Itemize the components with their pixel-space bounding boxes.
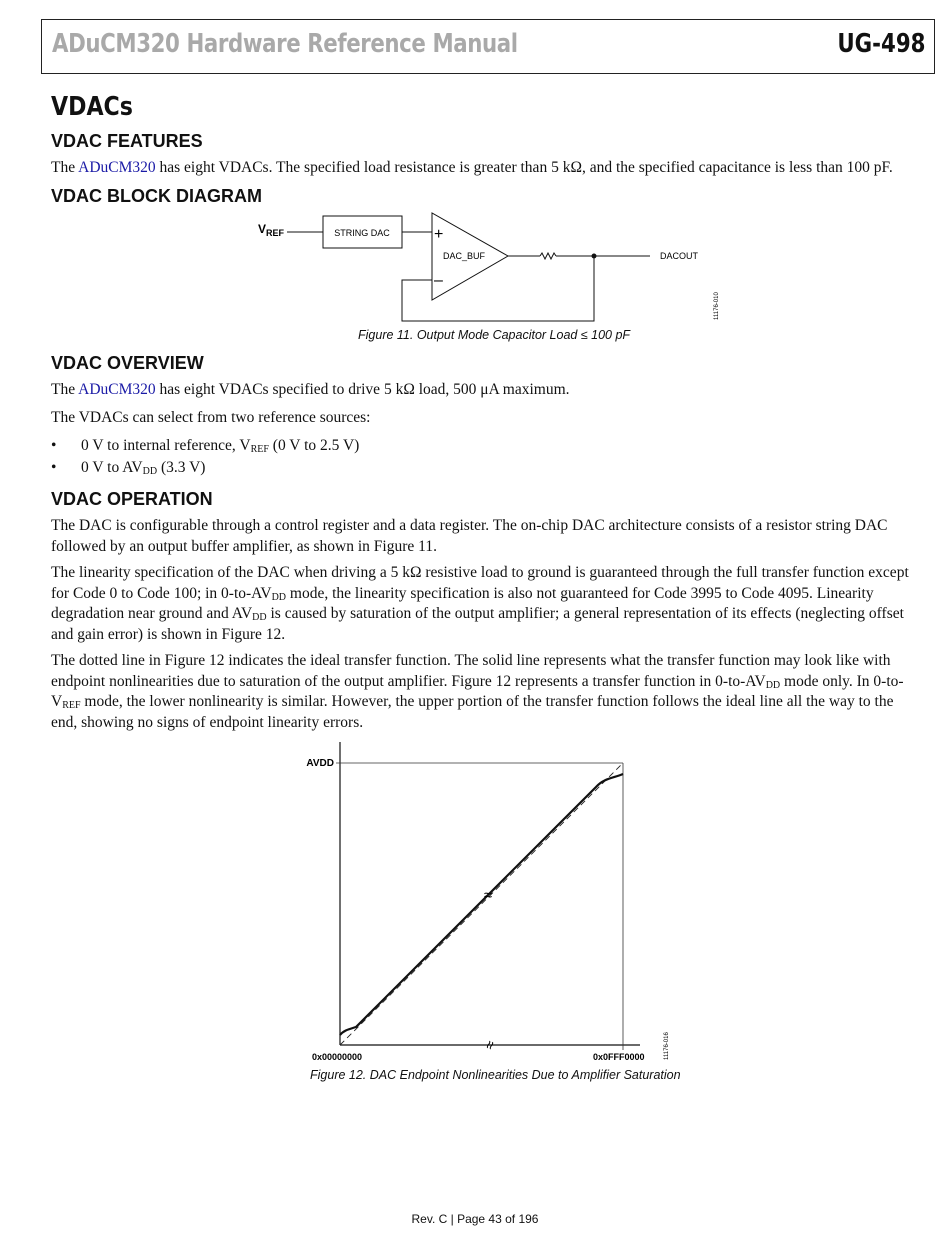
page-footer: Rev. C | Page 43 of 196 <box>411 1212 539 1226</box>
features-paragraph: The ADuCM320 has eight VDACs. The specified load resistance is greater than 5 kΩ, and the specified capacitance is less than 100 pF. <box>51 159 893 176</box>
bullet-item-2: • 0 V to $AV_{DD}$ (3.3 V) <box>51 459 206 477</box>
avdd-label: AVDD <box>306 758 334 769</box>
bullet-item-1: • 0 V to internal reference, $V_{REF}$ (0 V to 2.5 V) <box>51 437 360 455</box>
overview-heading: VDAC OVERVIEW <box>51 353 204 373</box>
x-max-label: 0x0FFF0000 <box>593 1052 645 1062</box>
transfer-function-figure <box>300 738 680 1068</box>
dacout-label: DACOUT <box>660 251 698 261</box>
operation-paragraph-1: The DAC is configurable through a control register and a data register. The on-chip DAC architecture consists of a resistor string DAC followed by an output buffer amplifier, as shown in Figure 11. <box>51 517 888 555</box>
aducm320-link[interactable]: ADuCM320 <box>78 159 156 176</box>
figure12-id: 11176-016 <box>664 1032 670 1060</box>
figure11-id: 11176-010 <box>714 292 720 320</box>
bullet-icon: • <box>51 459 57 476</box>
resistor-symbol <box>540 253 556 259</box>
vdac-block-diagram <box>250 208 730 326</box>
operation-paragraph-2: The linearity specification of the DAC when driving a 5 kΩ resistive load to ground is guaranteed through the full transfer function except for Code 0 to Code 100; in $0-to-AV_{DD}$ mode, the linearity specification is also not guaranteed for Code 3995 to Code 4095. Linearity degradation near ground and $AV_{DD}$ is caused by saturation of the output amplifier; a general representation of its effects (neglecting offset and gain error) is shown in Figure 12. <box>51 564 909 643</box>
document-id: UG-498 <box>837 29 926 59</box>
dac-buf-label: DAC_BUF <box>443 251 486 261</box>
figure11-caption: Figure 11. Output Mode Capacitor Load ≤ 100 pF <box>358 328 631 342</box>
page-title: VDACs <box>51 92 133 122</box>
curve-break-icon: ≈ <box>483 887 493 904</box>
overview-paragraph-2: The VDACs can select from two reference sources: <box>51 409 371 426</box>
operation-heading: VDAC OPERATION <box>51 489 213 509</box>
operation-paragraph-3: The dotted line in Figure 12 indicates the ideal transfer function. The solid line represents what the transfer function may look like with endpoint nonlinearities due to saturation of the output amplifier. Figure 12 represents a transfer function in $0-to-AV_{DD}$ mode only. In $0-to-V_{REF}$ mode, the lower nonlinearity is similar. However, the upper portion of the transfer function follows the ideal line all the way to the end, showing no signs of endpoint linearity errors. <box>51 652 904 731</box>
manual-title: ADuCM320 Hardware Reference Manual <box>52 29 518 59</box>
actual-transfer-curve <box>340 774 623 1035</box>
features-heading: VDAC FEATURES <box>51 131 203 151</box>
figure12-caption: Figure 12. DAC Endpoint Nonlinearities Due to Amplifier Saturation <box>310 1068 681 1082</box>
block-diagram-heading: VDAC BLOCK DIAGRAM <box>51 186 262 206</box>
overview-paragraph-1: The ADuCM320 has eight VDACs specified to drive 5 kΩ load, 500 μA maximum. <box>51 381 570 398</box>
aducm320-link[interactable]: ADuCM320 <box>78 381 156 398</box>
page-header <box>41 19 935 74</box>
axis-break-icon: ≈ <box>481 1038 500 1052</box>
x-min-label: 0x00000000 <box>312 1052 363 1062</box>
bullet-icon: • <box>51 437 57 454</box>
string-dac-label: STRING DAC <box>334 228 390 238</box>
plus-sign: + <box>434 226 444 243</box>
feedback-loop <box>402 256 594 321</box>
vref-label: $V_{REF}$ <box>258 222 285 238</box>
ideal-transfer-line <box>340 763 623 1045</box>
minus-sign: – <box>434 272 443 289</box>
